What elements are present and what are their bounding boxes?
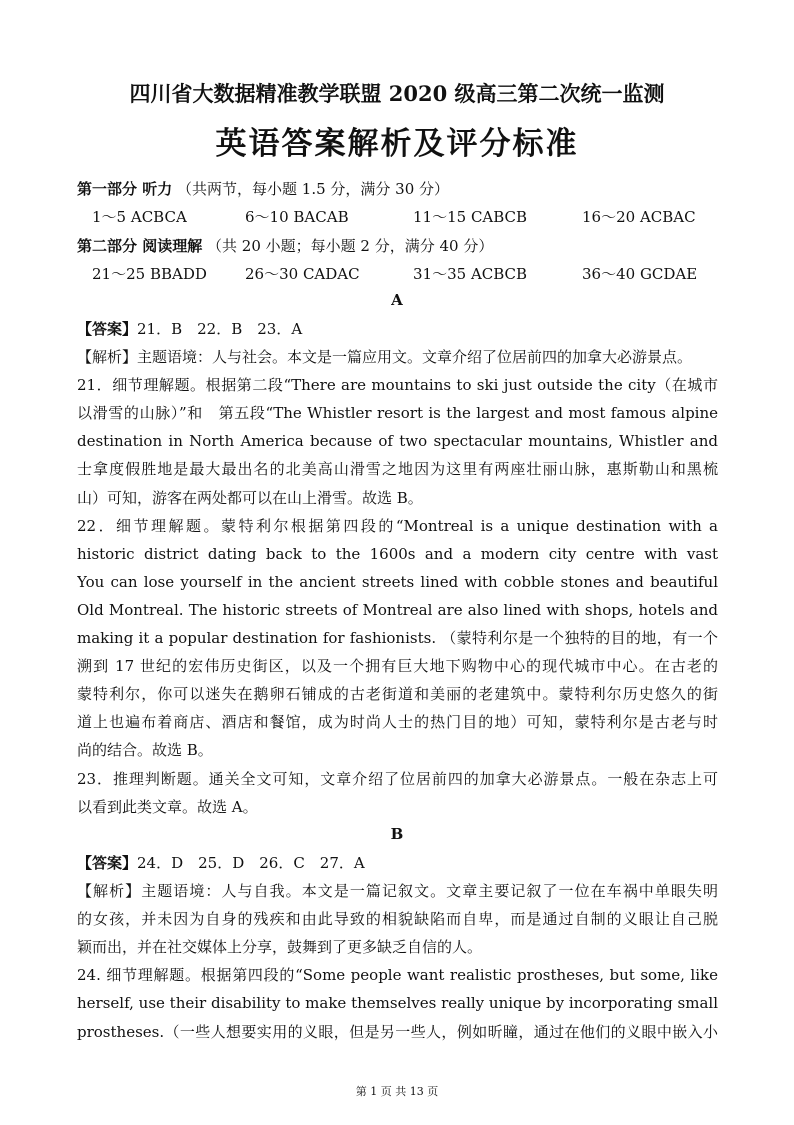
- text-line: 23．推理判断题。通关全文可知，文章介绍了位居前四的加拿大必游景点。一般在杂志上可: [77, 769, 718, 788]
- text-line: historic district dating back to the 1600s and a modern city centre with vast: [77, 544, 718, 563]
- document-subtitle: 英语答案解析及评分标准: [215, 126, 579, 162]
- text-line: 的女孩，并未因为自身的残疾和由此导致的相貌缺陷而自卑，而是通过自制的义眼让自己脱: [77, 910, 718, 929]
- answer-group: 11～15 CABCB: [413, 208, 528, 226]
- text-line: 【解析】主题语境：人与社会。本文是一篇应用文。文章介绍了位居前四的加拿大必游景点。: [77, 348, 693, 367]
- text-line: prostheses.（一些人想要实用的义眼，但是另一些人，例如昕瞳，通过在他们的义眼中嵌入小: [77, 1022, 718, 1041]
- answer-keys: 21．B 22．B 23．A: [137, 320, 303, 338]
- part2-note: （共 20 小题；每小题 2 分，满分 40 分）: [207, 237, 494, 255]
- text-line: 24. 细节理解题。根据第四段的“Some people want realistic prostheses, but some, like: [77, 966, 718, 985]
- answer-tag: 【答案】: [77, 854, 138, 872]
- text-line: You can lose yourself in the ancient streets lined with cobble stones and beautiful: [77, 572, 718, 591]
- document-title: 四川省大数据精准教学联盟 2020 级高三第二次统一监测: [129, 81, 665, 106]
- part1-heading: 第一部分 听力: [77, 180, 173, 198]
- section-a-label: A: [391, 291, 403, 309]
- page-number: 第 1 页 共 13 页: [355, 1085, 439, 1098]
- part1-note: （共两节，每小题 1.5 分，满分 30 分）: [177, 180, 450, 198]
- text-line: 21．细节理解题。根据第二段“There are mountains to ski just outside the city（在城市: [77, 376, 718, 395]
- answer-tag: 【答案】: [77, 320, 138, 338]
- answer-keys: 24．D 25．D 26．C 27．A: [137, 854, 365, 872]
- answer-group: 36～40 GCDAE: [582, 265, 698, 283]
- text-line: 颖而出，并在社交媒体上分享，鼓舞到了更多缺乏自信的人。: [77, 938, 483, 957]
- text-line: Old Montreal. The historic streets of Montreal are also lined with shops, hotels and: [77, 600, 718, 619]
- text-line: 蒙特利尔，你可以迷失在鹅卵石铺成的古老街道和美丽的老建筑中。蒙特利尔历史悠久的街: [77, 685, 718, 704]
- answer-group: 16～20 ACBAC: [582, 208, 696, 226]
- section-a-body: [77, 315, 718, 821]
- text-line: 以看到此类文章。故选 A。: [77, 797, 258, 816]
- part1-heading-line: [77, 178, 449, 199]
- text-line: 尚的结合。故选 B。: [77, 741, 213, 760]
- answer-group: 31～35 ACBCB: [413, 265, 528, 283]
- text-line: making it a popular destination for fashionists. （蒙特利尔是一个独特的目的地，有一个: [77, 629, 718, 648]
- text-line: 士拿度假胜地是最大最出名的北美高山滑雪之地因为这里有两座壮丽山脉，惠斯勒山和黑梳: [77, 460, 718, 479]
- text-line: 道上也遍布着商店、酒店和餐馆，成为时尚人士的热门目的地）可知，蒙特利尔是古老与时: [77, 713, 718, 732]
- text-line: 以滑雪的山脉）”和 第五段“The Whistler resort is the largest and most famous alpine: [77, 404, 718, 423]
- text-line: 【解析】主题语境：人与自我。本文是一篇记叙文。文章主要记叙了一位在车祸中单眼失明: [77, 882, 718, 901]
- answer-group: 26～30 CADAC: [245, 265, 360, 283]
- section-b-answer: [77, 849, 718, 877]
- text-line: 山）可知，游客在两处都可以在山上滑雪。故选 B。: [77, 488, 423, 507]
- answer-group: 1～5 ACBCA: [92, 208, 187, 226]
- answer-group: 6～10 BACAB: [245, 208, 349, 226]
- text-line: destination in North America because of two spectacular mountains, Whistler and: [77, 432, 718, 451]
- text-line: 溯到 17 世纪的宏伟历史街区，以及一个拥有巨大地下购物中心的现代城市中心。在古老的: [77, 657, 718, 676]
- answer-group: 21～25 BBADD: [92, 265, 207, 283]
- text-line: 22．细节理解题。蒙特利尔根据第四段的“Montreal is a unique destination with a: [77, 516, 718, 535]
- text-line: herself, use their disability to make themselves really unique by incorporating small: [77, 994, 718, 1013]
- part2-heading: 第二部分 阅读理解: [77, 237, 203, 255]
- part2-heading-line: [77, 235, 493, 256]
- section-b-body: [77, 849, 718, 1046]
- section-b-label: B: [390, 825, 404, 843]
- section-a-answer: [77, 315, 718, 343]
